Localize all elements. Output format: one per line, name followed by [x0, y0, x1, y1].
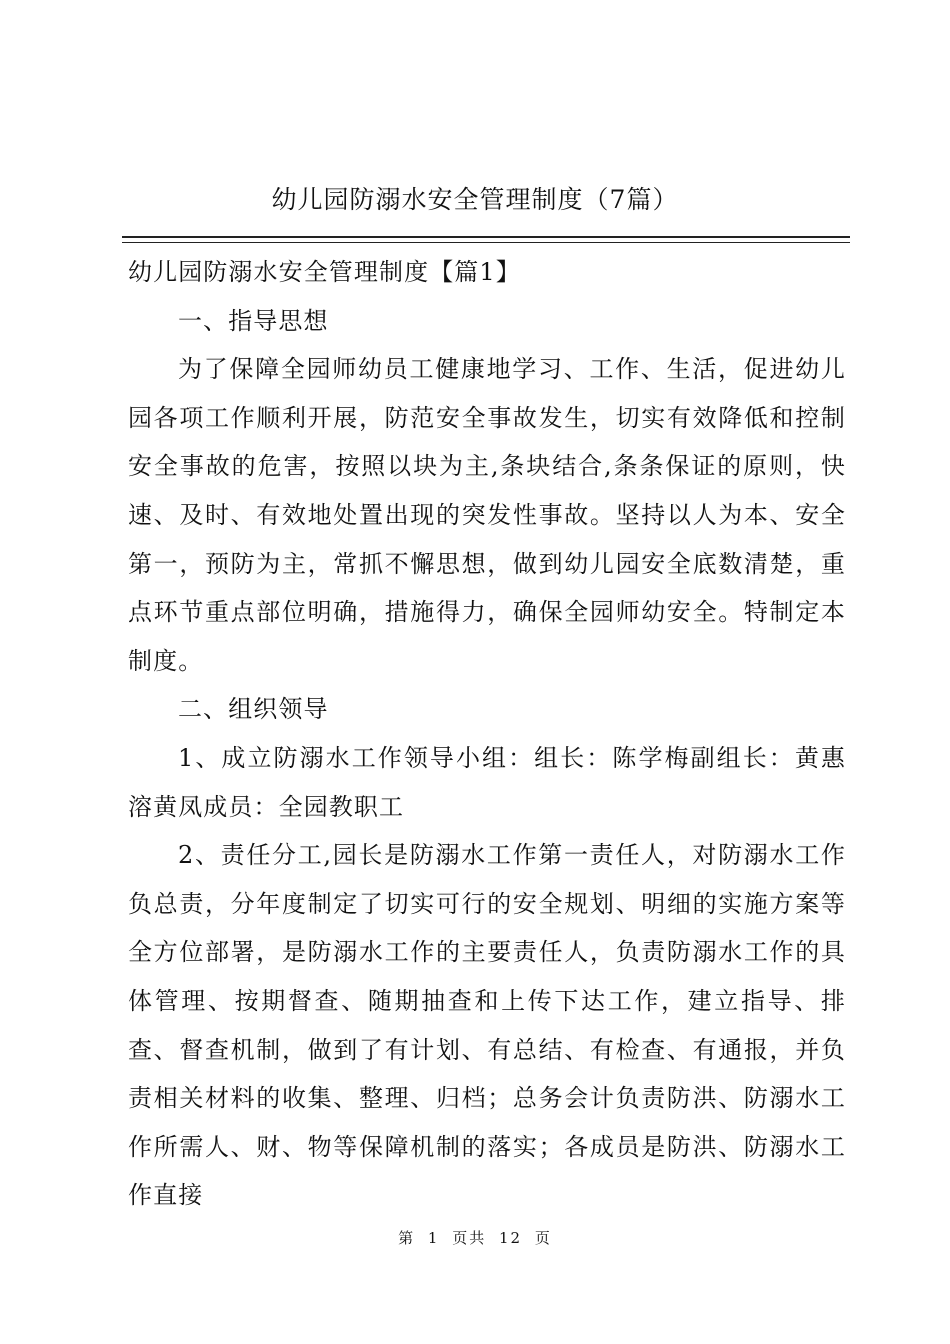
document-body — [128, 248, 846, 1220]
heading-organization: 二、组织领导 — [178, 695, 329, 724]
title-divider-thick — [122, 236, 850, 238]
document-title: 幼儿园防溺水安全管理制度（7篇） — [271, 185, 679, 214]
paragraph-responsibility: 2、责任分工,园长是防溺水工作第一责任人，对防溺水工作负总责，分年度制定了切实可行的安全规划、明细的实施方案等全方位部署，是防溺水工作的主要责任人，负责防溺水工作的具体管理、按期督查、随期抽查和上传下达工作，建立指导、排查、督查机制，做到了有计划、有总结、有检查、有通报，并负责相关材料的收集、整理、归档；总务会计负责防洪、防溺水工作所需人、财、物等保障机制的落实；各成员是防洪、防溺水工作直接 — [128, 841, 846, 1210]
page-number-footer: 第 1 页共 12 页 — [398, 1229, 552, 1247]
section-heading: 幼儿园防溺水安全管理制度【篇1】 — [128, 258, 521, 286]
heading-guiding-ideology: 一、指导思想 — [178, 306, 329, 335]
paragraph-guiding-ideology: 为了保障全园师幼员工健康地学习、工作、生活，促进幼儿园各项工作顺利开展，防范安全事故发生，切实有效降低和控制安全事故的危害，按照以块为主,条块结合,条条保证的原则，快速、及时、有效地处置出现的突发性事故。坚持以人为本、安全第一，预防为主，常抓不懈思想，做到幼儿园安全底数清楚，重点环节重点部位明确，措施得力，确保全园师幼安全。特制定本制度。 — [128, 355, 846, 675]
paragraph-leadership-group: 1、成立防溺水工作领导小组：组长：陈学梅副组长：黄惠溶黄凤成员：全园教职工 — [128, 743, 846, 821]
title-divider-thin — [122, 242, 850, 243]
